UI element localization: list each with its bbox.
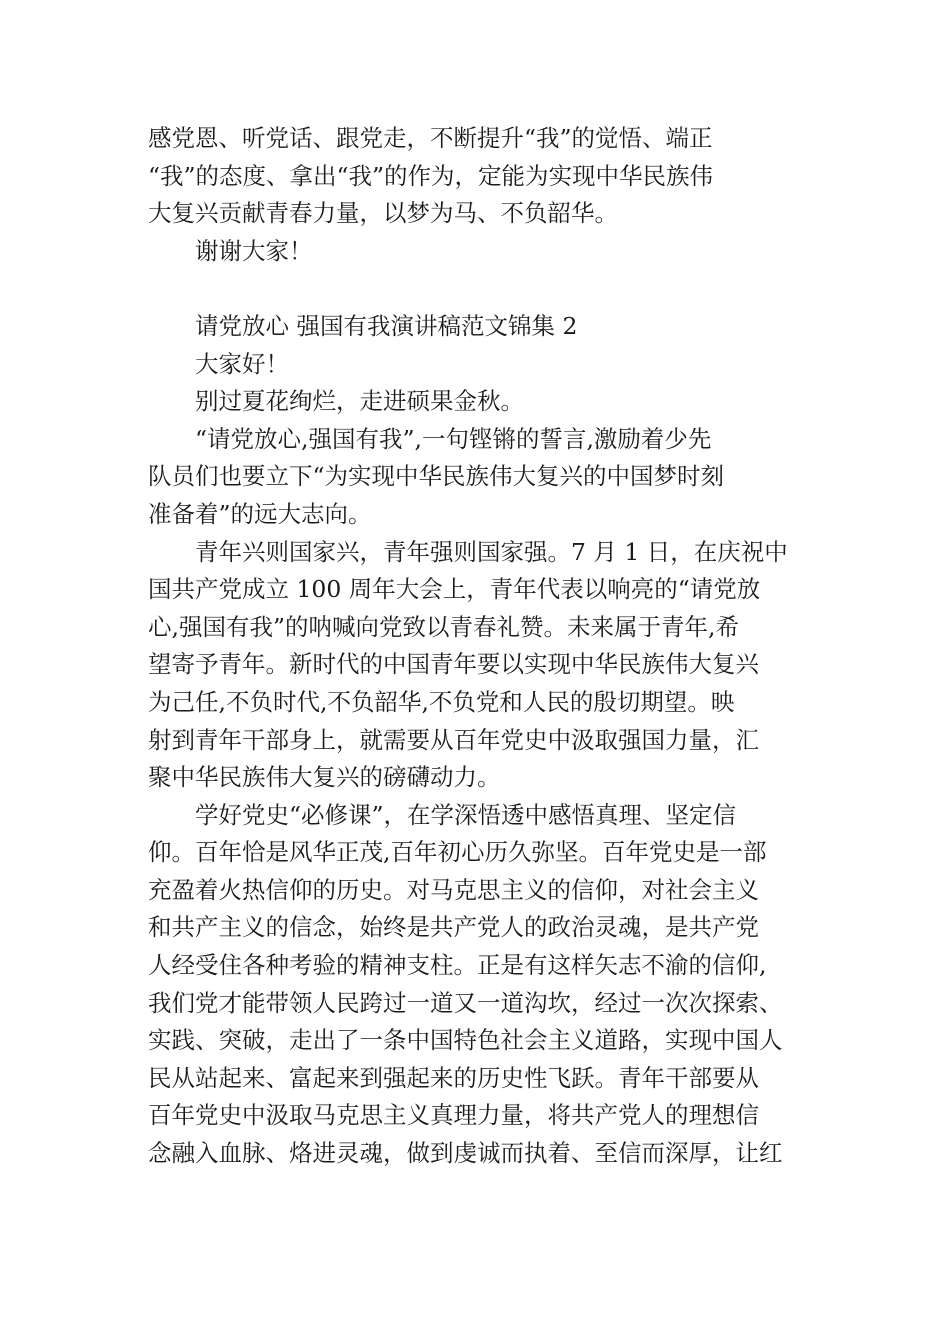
paragraph-3	[148, 797, 808, 1173]
section-2	[148, 308, 808, 1173]
text-line: 聚中华民族伟大复兴的磅礴动力。	[148, 763, 501, 792]
paragraph-2	[148, 534, 808, 797]
paragraph-1	[148, 421, 808, 534]
text-line: 大复兴贡献青春力量，以梦为马、不负韶华。	[148, 199, 618, 228]
text-line: 感党恩、听党话、跟党走，不断提升“我”的觉悟、端正	[148, 124, 713, 152]
text-line: 望寄予青年。新时代的中国青年要以实现中华民族伟大复兴	[148, 650, 759, 679]
text-line: 青年兴则国家兴，青年强则国家强。7 月 1 日，在庆祝中	[195, 537, 788, 566]
thanks-line: 谢谢大家！	[195, 236, 313, 265]
text-line: 百年党史中汲取马克思主义真理力量，将共产党人的理想信	[148, 1101, 759, 1130]
text-line: “请党放心,强国有我”,一句铿锵的誓言,激励着少先	[195, 424, 712, 453]
section-spacer	[148, 270, 808, 308]
text-line: 心,强国有我”的呐喊向党致以青春礼赞。未来属于青年,希	[148, 612, 739, 641]
text-line: 学好党史“必修课”，在学深悟透中感悟真理、坚定信	[195, 800, 737, 829]
greeting-line: 大家好！	[195, 349, 289, 378]
text-line: 队员们也要立下“为实现中华民族伟大复兴的中国梦时刻	[148, 462, 725, 491]
text-line: 实践、突破，走出了一条中国特色社会主义道路，实现中国人	[148, 1026, 783, 1055]
text-line: 仰。百年恰是风华正茂,百年初心历久弥坚。百年党史是一部	[148, 838, 767, 867]
text-line: 为己任,不负时代,不负韶华,不负党和人民的殷切期望。映	[148, 687, 735, 716]
document-page	[148, 120, 808, 1173]
text-line: “我”的态度、拿出“我”的作为，定能为实现中华民族伟	[148, 161, 714, 190]
text-line: 人经受住各种考验的精神支柱。正是有这样矢志不渝的信仰,	[148, 951, 767, 980]
text-line: 念融入血脉、烙进灵魂，做到虔诚而执着、至信而深厚，让红	[148, 1139, 783, 1168]
text-line: 充盈着火热信仰的历史。对马克思主义的信仰，对社会主义	[148, 875, 759, 904]
text-line: 我们党才能带领人民跨过一道又一道沟坎，经过一次次探索、	[148, 988, 783, 1017]
text-line: 准备着”的远大志向。	[148, 499, 372, 528]
text-line: 国共产党成立 100 周年大会上，青年代表以响亮的“请党放	[148, 575, 761, 604]
text-line: 和共产主义的信念，始终是共产党人的政治灵魂，是共产党	[148, 913, 759, 942]
section-title: 请党放心 强国有我演讲稿范文锦集 2	[195, 311, 578, 340]
text-line: 射到青年干部身上，就需要从百年党史中汲取强国力量，汇	[148, 725, 759, 754]
opening-line: 别过夏花绚烂，走进硕果金秋。	[195, 387, 524, 416]
section-1	[148, 120, 808, 270]
text-line: 民从站起来、富起来到强起来的历史性飞跃。青年干部要从	[148, 1063, 759, 1092]
